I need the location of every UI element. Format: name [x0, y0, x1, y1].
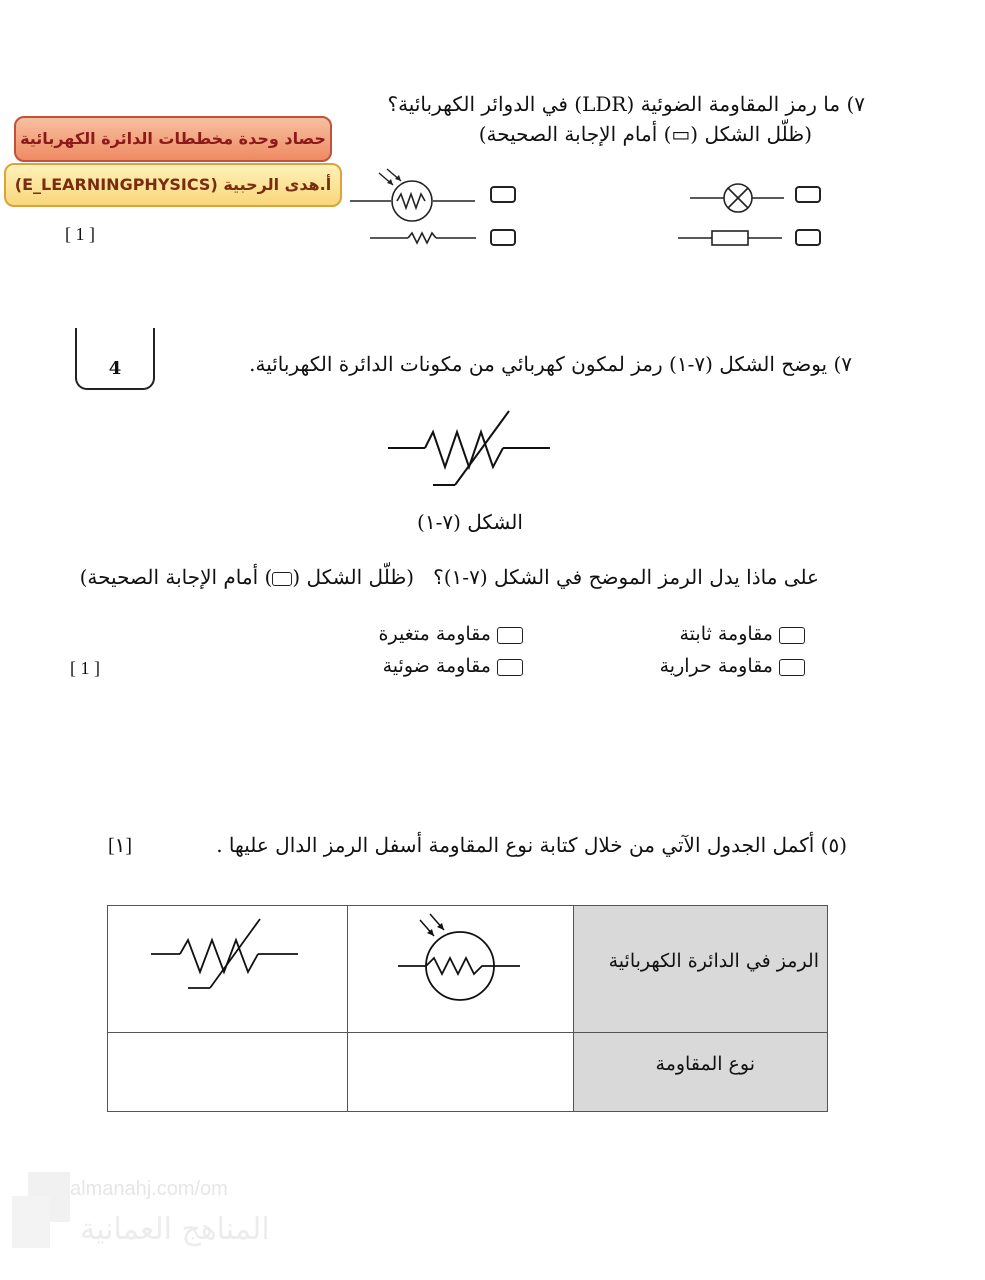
q1-answer-box-ldr[interactable] — [490, 186, 516, 203]
option-label: مقاومة متغيرة — [378, 623, 491, 645]
option-box[interactable] — [779, 627, 805, 644]
table-header-type — [573, 1032, 828, 1112]
watermark-url: almanahj.com/om — [70, 1178, 228, 1200]
table-header-symbol-label: الرمز في الدائرة الكهربائية — [608, 950, 819, 972]
option-box[interactable] — [779, 659, 805, 676]
resistor-symbol — [368, 228, 480, 248]
option-label: مقاومة حرارية — [659, 655, 773, 677]
variable-resistor-figure — [385, 405, 555, 495]
table-header-type-label: نوع المقاومة — [655, 1053, 755, 1075]
q2-prompt: على ماذا يدل الرمز الموضح في الشكل (٧-١)؟ (ظلّل الشكل () أمام الإجابة الصحيحة) — [79, 565, 819, 589]
watermark-logo-block-2 — [12, 1196, 50, 1248]
q3-stem: (٥) أكمل الجدول الآتي من خلال كتابة نوع المقاومة أسفل الرمز الدال عليها . — [216, 833, 847, 857]
fuse-symbol — [676, 226, 786, 250]
author-badge: أ.هدى الرحبية (E_LEARNINGPHYSICS) — [4, 163, 342, 207]
answer-cell-ldr[interactable] — [347, 1032, 574, 1112]
q1-question: ٧) ما رمز المقاومة الضوئية (LDR) في الدوائر الكهربائية؟ — [387, 92, 865, 116]
option-variable-resistor[interactable] — [379, 623, 523, 645]
q1-answer-box-lamp[interactable] — [795, 186, 821, 203]
q1-answer-box-resistor[interactable] — [490, 229, 516, 246]
table-cell-ldr-symbol — [347, 905, 574, 1033]
figure-caption: الشكل (٧-١) — [417, 510, 523, 534]
option-ldr[interactable] — [383, 655, 523, 677]
option-fixed-resistor[interactable] — [680, 623, 806, 645]
title-badge: حصاد وحدة مخططات الدائرة الكهربائية — [14, 116, 332, 162]
watermark-name: المناهج العمانية — [80, 1212, 270, 1247]
q2-prompt-question: على ماذا يدل الرمز الموضح في الشكل (٧-١)؟ — [433, 565, 819, 589]
lamp-symbol — [688, 180, 788, 216]
option-thermistor[interactable] — [660, 655, 805, 677]
option-box[interactable] — [497, 627, 523, 644]
ldr-icon — [394, 912, 534, 1012]
shade-box-icon — [272, 572, 292, 586]
option-box[interactable] — [497, 659, 523, 676]
answer-cell-variable[interactable] — [107, 1032, 348, 1112]
variable-resistor-icon — [148, 914, 308, 994]
table-cell-variable-symbol — [107, 905, 348, 1033]
q1-mark: [ 1 ] — [65, 224, 95, 244]
q2-mark: [ 1 ] — [70, 658, 100, 678]
q1-instruction: (ظلّل الشكل (▭) أمام الإجابة الصحيحة) — [478, 122, 812, 146]
q1-answer-box-fuse[interactable] — [795, 229, 821, 246]
q2-prompt-instruction-start: (ظلّل الشكل — [306, 565, 415, 589]
table-header-symbol — [573, 905, 828, 1033]
q3-mark: [١] — [108, 835, 133, 857]
resistor-table — [107, 905, 828, 1112]
score-value: 4 — [108, 358, 122, 379]
option-label: مقاومة ضوئية — [382, 655, 491, 677]
score-box — [75, 328, 155, 390]
q2-prompt-instruction-end: أمام الإجابة الصحيحة) — [79, 565, 259, 589]
option-label: مقاومة ثابتة — [679, 623, 773, 645]
q2-stem: ٧) يوضح الشكل (٧-١) رمز لمكون كهربائي من مكونات الدائرة الكهربائية. — [249, 352, 852, 376]
